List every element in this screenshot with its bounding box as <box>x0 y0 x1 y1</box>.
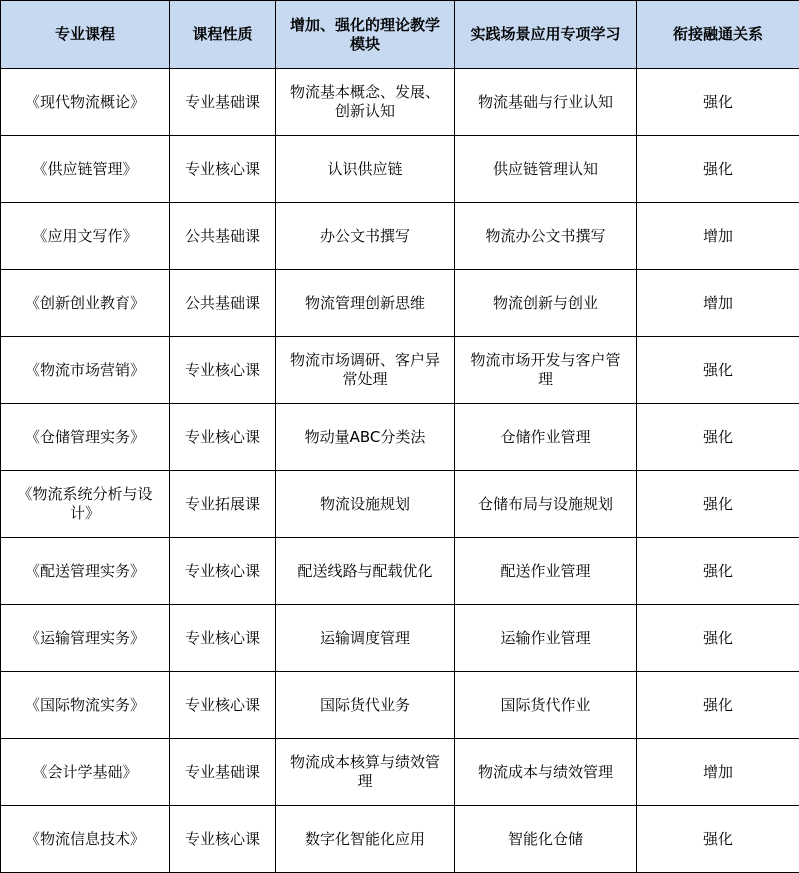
header-row <box>1 1 799 69</box>
cell-theory-module: 运输调度管理 <box>276 605 455 672</box>
cell-theory-module: 国际货代业务 <box>276 672 455 739</box>
table-row <box>1 69 799 136</box>
cell-course: 《国际物流实务》 <box>1 672 170 739</box>
table-header <box>1 1 799 69</box>
cell-theory-module: 配送线路与配载优化 <box>276 538 455 605</box>
header-practice-study: 实践场景应用专项学习 <box>455 1 637 69</box>
cell-course: 《应用文写作》 <box>1 203 170 270</box>
cell-practice-study: 仓储布局与设施规划 <box>455 471 637 538</box>
table-row <box>1 739 799 806</box>
table-row <box>1 404 799 471</box>
cell-course: 《供应链管理》 <box>1 136 170 203</box>
cell-practice-study: 仓储作业管理 <box>455 404 637 471</box>
cell-theory-module: 物流设施规划 <box>276 471 455 538</box>
cell-course: 《仓储管理实务》 <box>1 404 170 471</box>
cell-practice-study: 物流创新与创业 <box>455 270 637 337</box>
header-course: 专业课程 <box>1 1 170 69</box>
header-theory-module: 增加、强化的理论教学模块 <box>276 1 455 69</box>
cell-course-type: 专业基础课 <box>170 69 276 136</box>
cell-theory-module: 认识供应链 <box>276 136 455 203</box>
cell-relation: 增加 <box>637 739 799 806</box>
cell-course-type: 公共基础课 <box>170 270 276 337</box>
table-row <box>1 538 799 605</box>
table-row <box>1 337 799 404</box>
cell-course-type: 专业核心课 <box>170 136 276 203</box>
cell-relation: 强化 <box>637 136 799 203</box>
table-row <box>1 672 799 739</box>
cell-course: 《会计学基础》 <box>1 739 170 806</box>
cell-practice-study: 智能化仓储 <box>455 806 637 873</box>
cell-course-type: 专业核心课 <box>170 337 276 404</box>
cell-course: 《物流系统分析与设计》 <box>1 471 170 538</box>
header-course-type: 课程性质 <box>170 1 276 69</box>
table-row <box>1 203 799 270</box>
header-relation: 衔接融通关系 <box>637 1 799 69</box>
cell-practice-study: 物流市场开发与客户管理 <box>455 337 637 404</box>
cell-course-type: 专业核心课 <box>170 806 276 873</box>
cell-practice-study: 国际货代作业 <box>455 672 637 739</box>
cell-practice-study: 配送作业管理 <box>455 538 637 605</box>
cell-theory-module: 办公文书撰写 <box>276 203 455 270</box>
cell-course-type: 专业核心课 <box>170 538 276 605</box>
cell-course-type: 专业拓展课 <box>170 471 276 538</box>
cell-theory-module: 物流基本概念、发展、创新认知 <box>276 69 455 136</box>
cell-relation: 增加 <box>637 270 799 337</box>
cell-course: 《现代物流概论》 <box>1 69 170 136</box>
cell-course-type: 专业核心课 <box>170 605 276 672</box>
cell-theory-module: 数字化智能化应用 <box>276 806 455 873</box>
cell-course-type: 专业核心课 <box>170 404 276 471</box>
table-row <box>1 605 799 672</box>
cell-practice-study: 物流成本与绩效管理 <box>455 739 637 806</box>
cell-theory-module: 物动量ABC分类法 <box>276 404 455 471</box>
cell-relation: 强化 <box>637 471 799 538</box>
cell-course-type: 专业基础课 <box>170 739 276 806</box>
cell-course-type: 公共基础课 <box>170 203 276 270</box>
cell-course: 《物流市场营销》 <box>1 337 170 404</box>
cell-course: 《创新创业教育》 <box>1 270 170 337</box>
cell-practice-study: 运输作业管理 <box>455 605 637 672</box>
cell-relation: 增加 <box>637 203 799 270</box>
cell-relation: 强化 <box>637 69 799 136</box>
table-row <box>1 471 799 538</box>
cell-practice-study: 供应链管理认知 <box>455 136 637 203</box>
cell-relation: 强化 <box>637 806 799 873</box>
cell-course: 《运输管理实务》 <box>1 605 170 672</box>
cell-theory-module: 物流管理创新思维 <box>276 270 455 337</box>
cell-course-type: 专业核心课 <box>170 672 276 739</box>
cell-practice-study: 物流办公文书撰写 <box>455 203 637 270</box>
cell-relation: 强化 <box>637 404 799 471</box>
cell-relation: 强化 <box>637 605 799 672</box>
cell-relation: 强化 <box>637 538 799 605</box>
cell-relation: 强化 <box>637 337 799 404</box>
cell-course: 《配送管理实务》 <box>1 538 170 605</box>
table-row <box>1 136 799 203</box>
table-row <box>1 270 799 337</box>
cell-theory-module: 物流成本核算与绩效管理 <box>276 739 455 806</box>
cell-practice-study: 物流基础与行业认知 <box>455 69 637 136</box>
table-row <box>1 806 799 873</box>
cell-theory-module: 物流市场调研、客户异常处理 <box>276 337 455 404</box>
cell-relation: 强化 <box>637 672 799 739</box>
cell-course: 《物流信息技术》 <box>1 806 170 873</box>
table-body <box>1 69 799 873</box>
